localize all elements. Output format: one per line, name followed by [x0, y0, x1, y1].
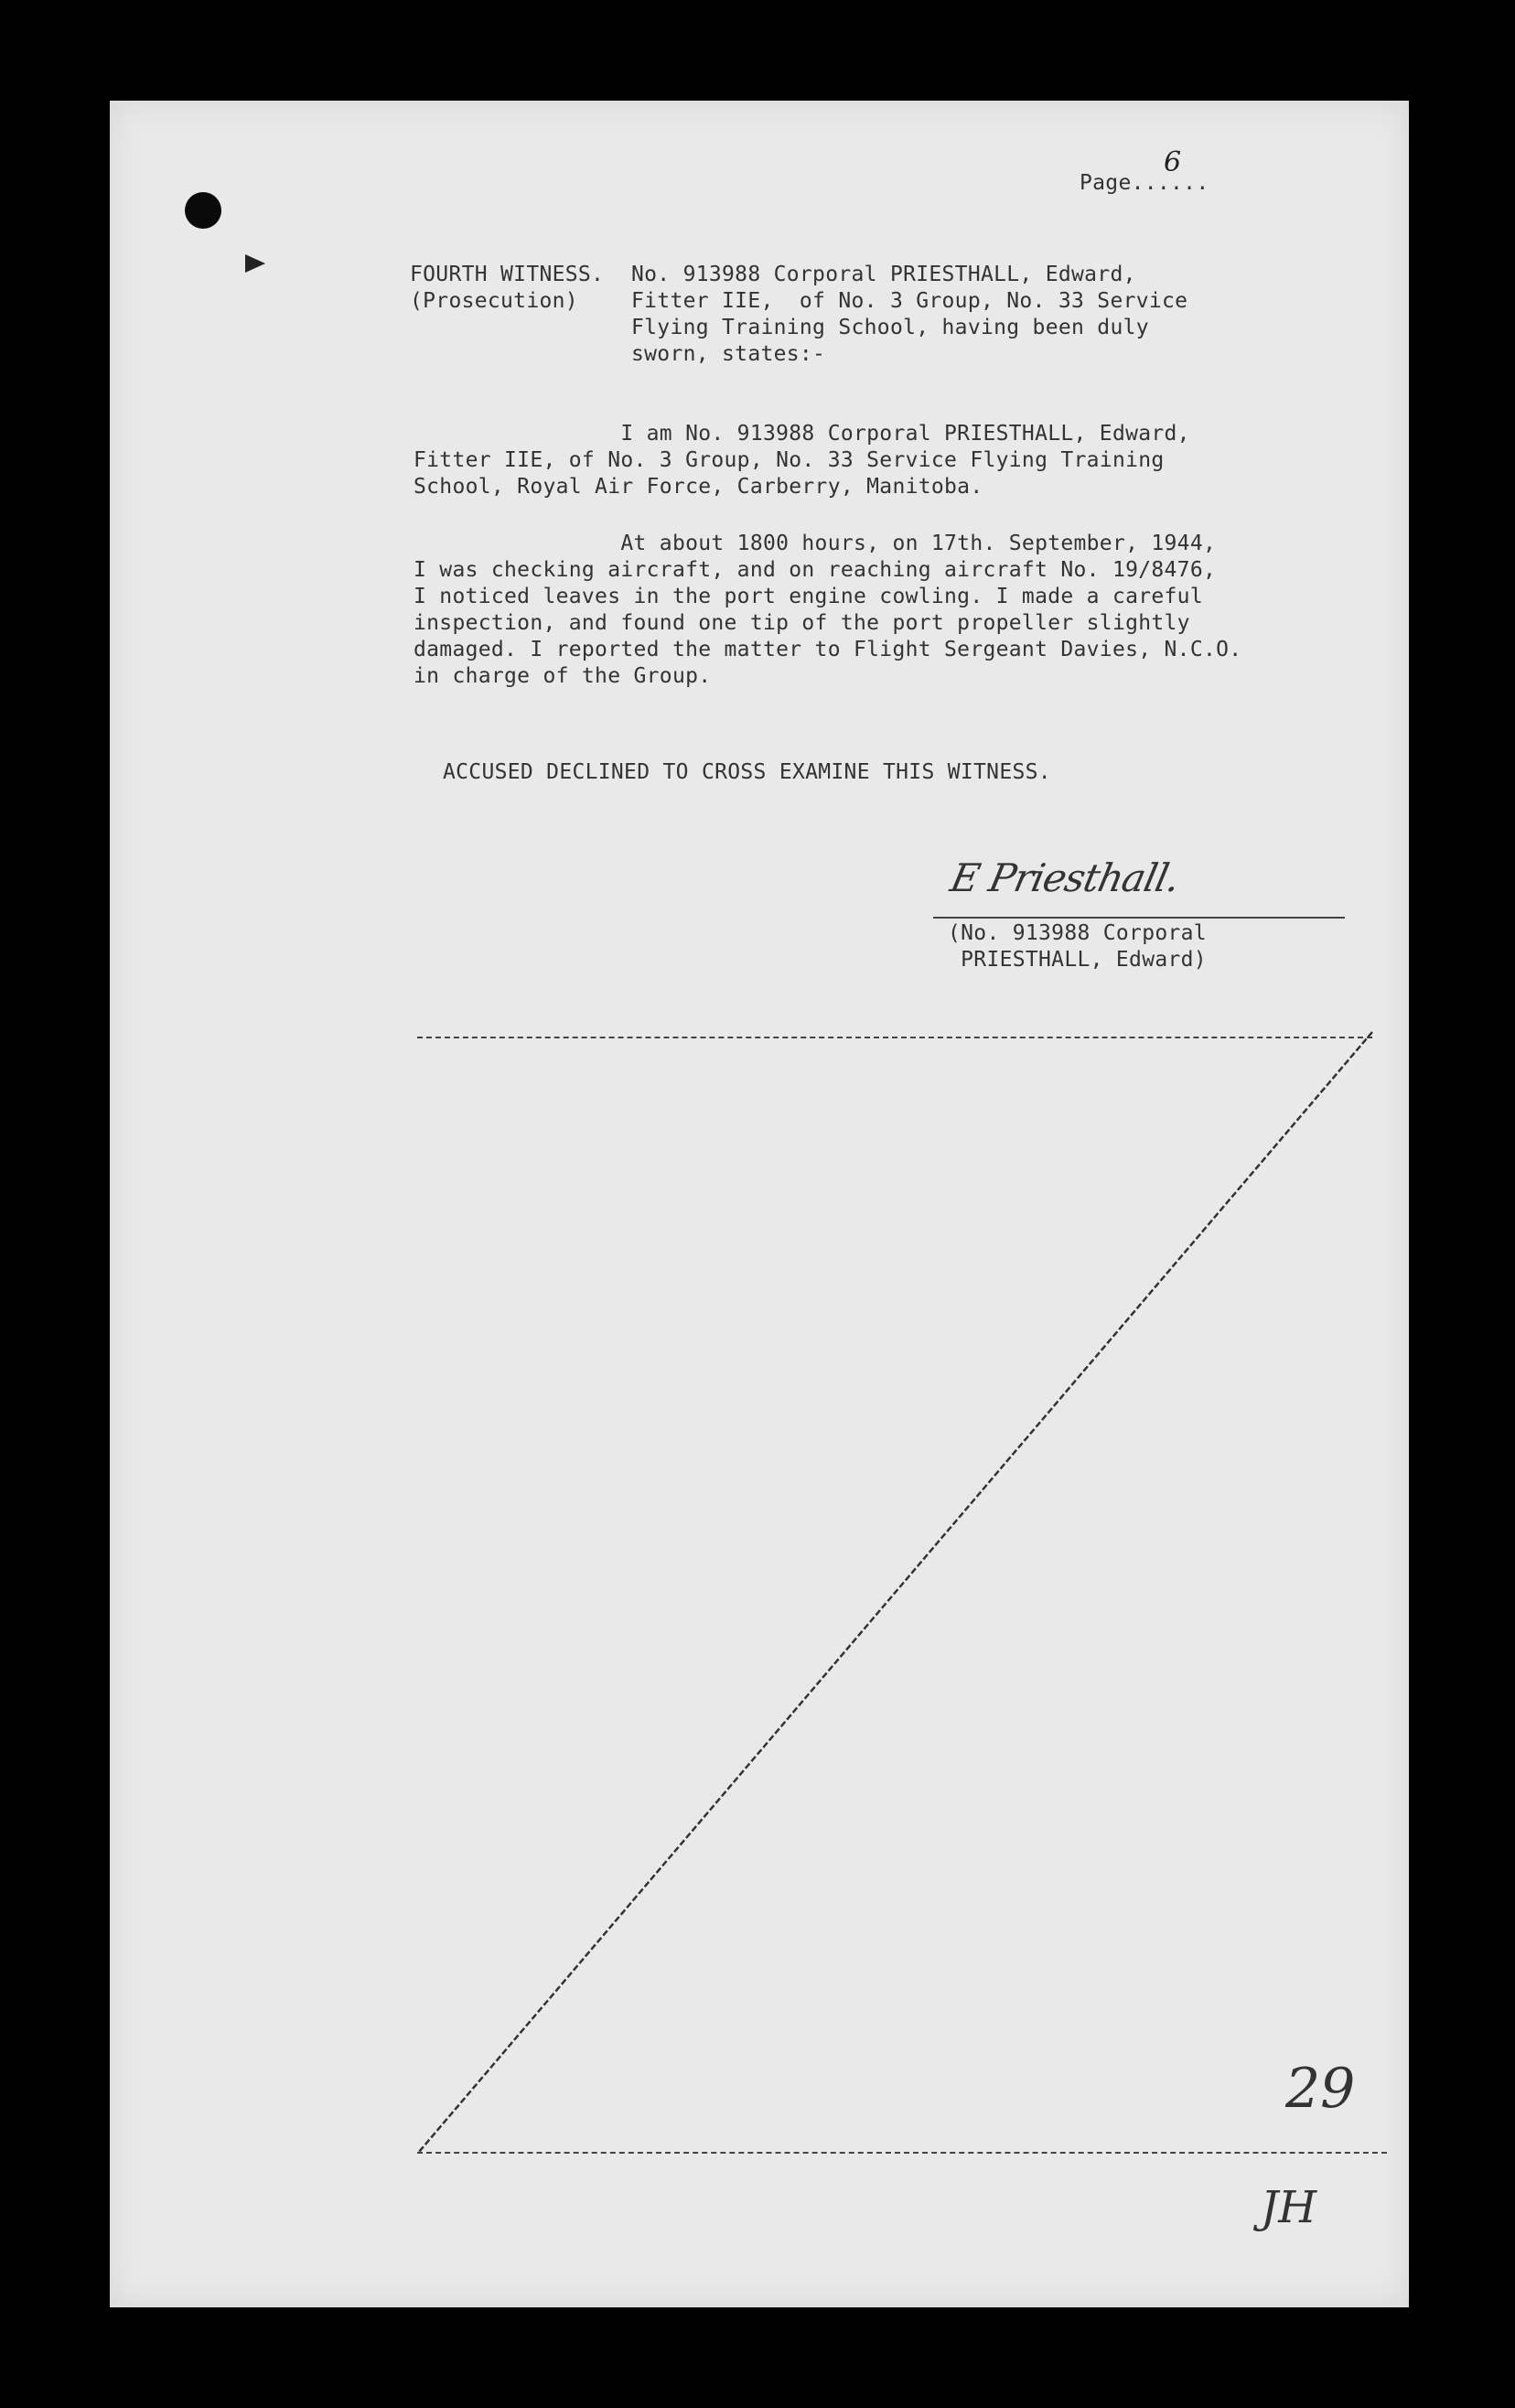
signature: E Priesthall.: [946, 855, 1184, 900]
handwritten-initials: JH: [1261, 2182, 1317, 2233]
folio-number: 29: [1285, 2057, 1356, 2121]
page-label: Page......: [1080, 171, 1209, 195]
page-number: 6: [1164, 146, 1182, 178]
statement-paragraph-2: At about 1800 hours, on 17th. September, 1944, I was checking aircraft, and on reaching aircraft No. 19/8476, I noticed leaves in the port engine cowling. I made a careful inspection, and found one tip of the port propeller slightly damaged. I reported the matter to Flight Sergeant Davies, N.C.O. in charge of the Group.: [414, 532, 1242, 688]
witness-heading: FOURTH WITNESS. (Prosecution): [410, 263, 605, 313]
declined-note: ACCUSED DECLINED TO CROSS EXAMINE THIS WITNESS.: [443, 760, 1051, 784]
signature-caption: (No. 913988 Corporal PRIESTHALL, Edward): [948, 921, 1207, 972]
witness-description: No. 913988 Corporal PRIESTHALL, Edward, Fitter IIE, of No. 3 Group, No. 33 Service Flying Training School, having been duly sworn, states:-: [631, 263, 1188, 366]
statement-paragraph-1: I am No. 913988 Corporal PRIESTHALL, Edward, Fitter IIE, of No. 3 Group, No. 33 Service Flying Training School, Royal Air Force, Carberry, Manitoba.: [414, 422, 1190, 499]
cancel-bottom-rule: [417, 2152, 1387, 2154]
